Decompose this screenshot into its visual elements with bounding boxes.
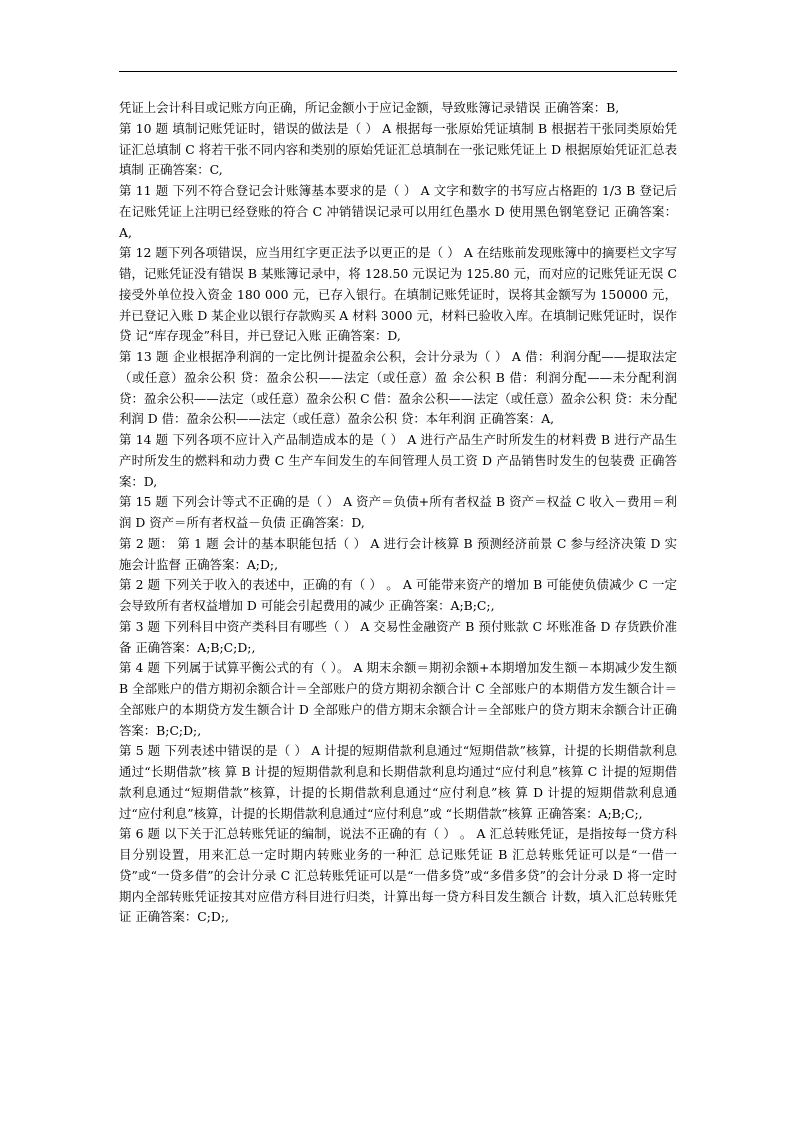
paragraph: 第 13 题 企业根据净利润的一定比例计提盈余公积，会计分录为（ ） A 借：利润分配——提取法定（或任意）盈余公积 贷：盈余公积——法定（或任意）盈 余公积 B 借：利润分配——未分配利润 贷：盈余公积——法定（或任意）盈余公积 C 借：盈余公积——法定（或任意）盈余公积 贷：未分配利润 D 借：盈余公积——法定（或任意）盈余公积 贷：本年利润 正确答案：A,: [119, 349, 677, 427]
header-rule: [119, 71, 677, 72]
paragraph: 第 2 题： 第 1 题 会计的基本职能包括（ ） A 进行会计核算 B 预测经济前景 C 参与经济决策 D 实施会计监督 正确答案：A;D;,: [119, 535, 677, 572]
paragraph: 第 2 题 下列关于收入的表述中，正确的有（ ） 。 A 可能带来资产的增加 B 可能使负债减少 C 一定会导致所有者权益增加 D 可能会引起费用的减少 正确答案：A;B;C;,: [119, 577, 677, 613]
paragraph: 第 14 题 下列各项不应计入产品制造成本的是（ ） A 进行产品生产时所发生的材料费 B 进行产品生产时所发生的燃料和动力费 C 生产车间发生的车间管理人员工资 D 产品销售时发生的包装费 正确答案：D,: [119, 432, 677, 489]
paragraph: 第 10 题 填制记账凭证时，错误的做法是（ ） A 根据每一张原始凭证填制 B 根据若干张同类原始凭证汇总填制 C 将若干张不同内容和类别的原始凭证汇总填制在一张记账凭证上 D 根据原始凭证汇总表填制 正确答案：C,: [119, 120, 677, 178]
paragraph: 第 11 题 下列不符合登记会计账簿基本要求的是（ ） A 文字和数字的书写应占格距的 1/3 B 登记后在记账凭证上注明已经登账的符合 C 冲销错误记录可以用红色墨水 D 使用黑色钢笔登记 正确答案：A,: [119, 183, 677, 240]
paragraph: 第 5 题 下列表述中错误的是（ ） A 计提的短期借款利息通过“短期借款”核算，计提的长期借款利息通过“长期借款”核 算 B 计提的短期借款利息和长期借款利息均通过“应付利息”核算 C 计提的短期借款利息通过“短期借款”核算，计提的长期借款利息通过“应付利息”核 算 D 计提的短期借款利息通过“应付利息”核算，计提的长期借款利息通过“应付利息”或 “长期借款”核算 正确答案：A;B;C;,: [119, 743, 677, 821]
document-body: [119, 98, 677, 928]
paragraph: 第 15 题 下列会计等式不正确的是（ ） A 资产＝负债+所有者权益 B 资产＝权益 C 收入－费用＝利润 D 资产＝所有者权益－负债 正确答案：D,: [119, 494, 677, 530]
paragraph: 凭证上会计科目或记账方向正确，所记金额小于应记金额，导致账簿记录错误 正确答案：B,: [119, 100, 620, 115]
paragraph: 第 3 题 下列科目中资产类科目有哪些（ ） A 交易性金融资产 B 预付账款 C 坏账准备 D 存货跌价准备 正确答案：A;B;C;D;,: [119, 618, 677, 655]
paragraph: 第 12 题下列各项错误，应当用红字更正法予以更正的是（ ） A 在结账前发现账簿中的摘要栏文字写错，记账凭证没有错误 B 某账簿记录中，将 128.50 元误记为 125.80 元，而对应的记账凭证无误 C 接受外单位投入资金 180 000 元，已存入银行。在填制记账凭证时，误将其金额写为 150000 元，并已登记入账 D 某企业以银行存款购买 A 材料 3000 元，材料已验收入库。在填制记账凭证时，误作贷 记“库存现金”科目，并已登记入账 正确答案：D,: [119, 245, 677, 344]
paragraph: 第 4 题 下列属于试算平衡公式的有（ ）。 A 期末余额＝期初余额+本期增加发生额－本期减少发生额 B 全部账户的借方期初余额合计＝全部账户的贷方期初余额合计 C 全部账户的本期借方发生额合计＝全部账户的本期贷方发生额合计 D 全部账户的借方期末余额合计＝全部账户的贷方期末余额合计正确答案：B;C;D;,: [119, 660, 677, 738]
paragraph: 第 6 题 以下关于汇总转账凭证的编制，说法不正确的有（ ） 。 A 汇总转账凭证，是指按每一贷方科目分别设置，用来汇总一定时期内转账业务的一种汇 总记账凭证 B 汇总转账凭证可以是“一借一贷”或“一贷多借”的会计分录 C 汇总转账凭证可以是“一借多贷”或“多借多贷”的会计分录 D 将一定时期内全部转账凭证按其对应借方科目进行归类，计算出每一贷方科目发生额合 计数，填入汇总转账凭证 正确答案：C;D;,: [119, 826, 677, 925]
